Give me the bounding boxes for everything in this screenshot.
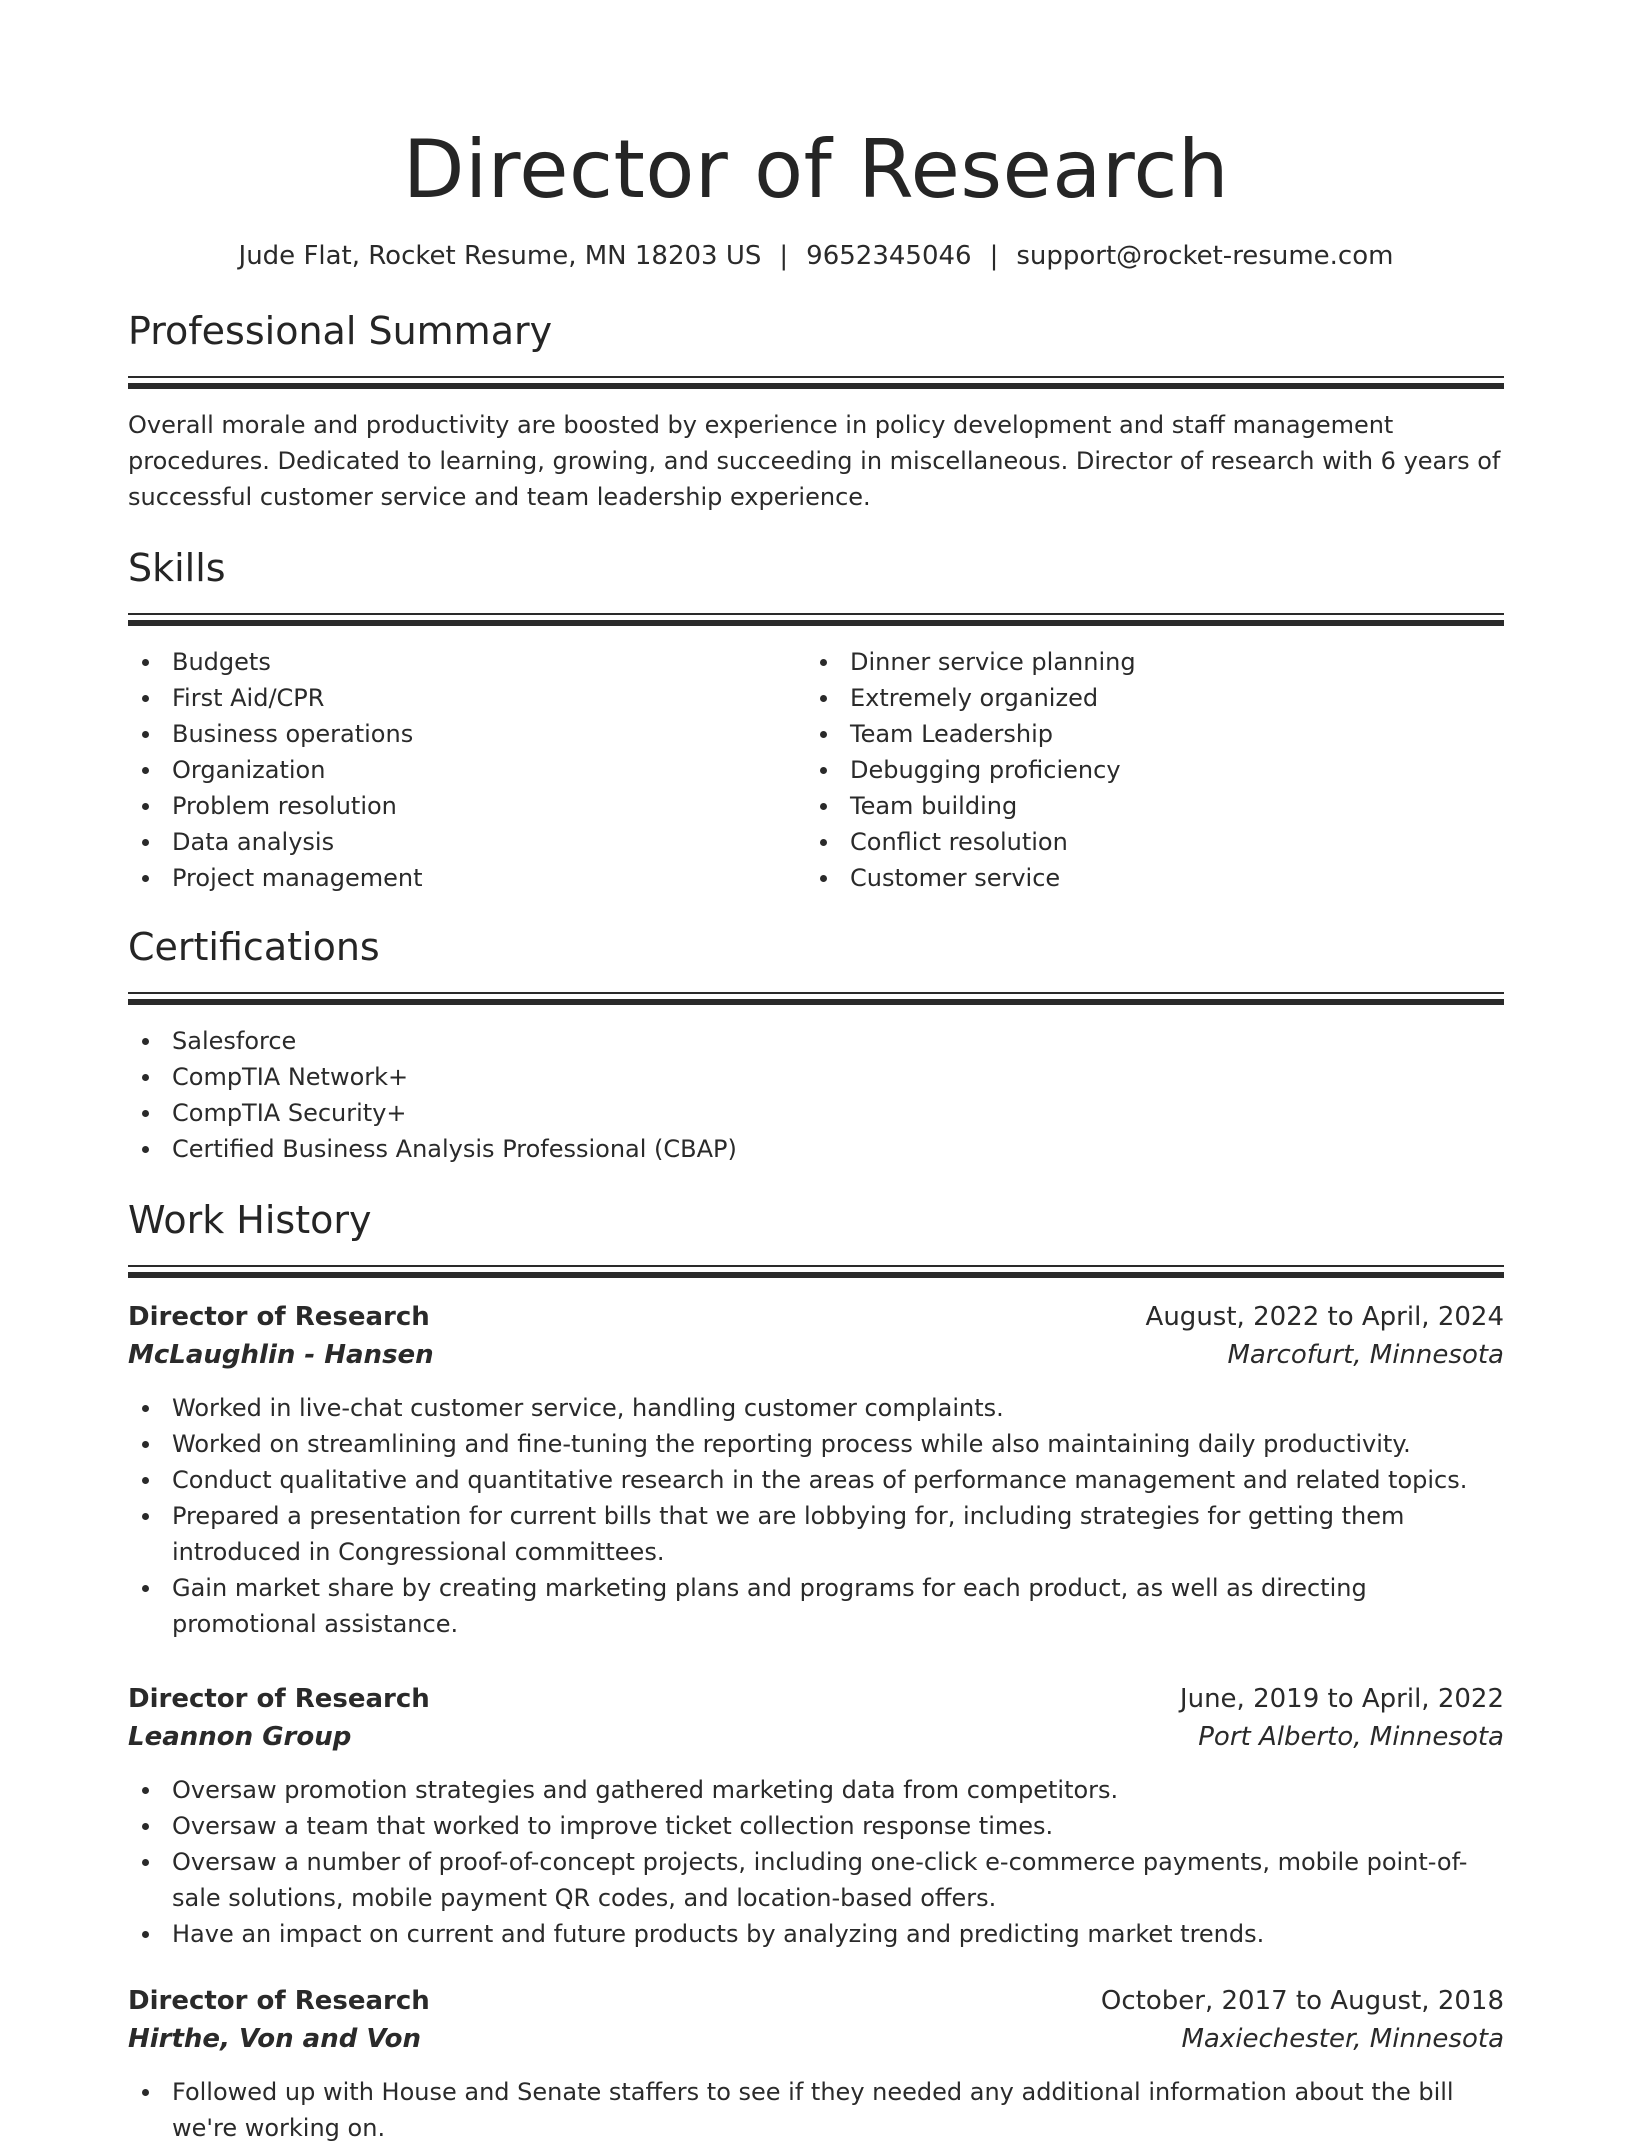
job-company: McLaughlin - Hansen	[128, 1340, 434, 1370]
skill-item: Business operations	[128, 716, 806, 752]
certifications-heading: Certifications	[128, 925, 380, 969]
job-dates: June, 2019 to April, 2022	[1179, 1684, 1504, 1714]
section-divider	[128, 1265, 1504, 1267]
skill-item: Debugging proficiency	[806, 752, 1484, 788]
job-subheader-row	[128, 2020, 1504, 2058]
skill-item: First Aid/CPR	[128, 680, 806, 716]
job-title: Director of Research	[128, 1986, 430, 2016]
job-location: Port Alberto, Minnesota	[1198, 1722, 1504, 1752]
job-company: Leannon Group	[128, 1722, 352, 1752]
resume-title: Director of Research	[402, 123, 1230, 216]
job-header-row	[128, 1298, 1504, 1336]
job-duty: Oversaw promotion strategies and gathered marketing data from competitors.	[128, 1772, 1504, 1808]
skill-item: Data analysis	[128, 824, 806, 860]
skill-item: Problem resolution	[128, 788, 806, 824]
skills-section	[128, 545, 1504, 896]
skill-item: Team building	[806, 788, 1484, 824]
section-divider	[128, 613, 1504, 615]
skill-item: Budgets	[128, 644, 806, 680]
certification-item: Salesforce	[128, 1023, 1504, 1059]
job-header-row	[128, 1982, 1504, 2020]
skills-grid	[128, 644, 1504, 896]
summary-heading: Professional Summary	[128, 309, 553, 353]
certification-item: CompTIA Network+	[128, 1059, 1504, 1095]
skills-list-left	[128, 644, 806, 896]
skills-list-right	[806, 644, 1484, 896]
contact-email: support@rocket-resume.com	[1016, 241, 1394, 271]
summary-section	[128, 308, 1504, 515]
job-duty: Oversaw a team that worked to improve ticket collection response times.	[128, 1808, 1504, 1844]
resume-page	[128, 0, 1504, 2146]
job-duty: Have an impact on current and future products by analyzing and predicting market trends.	[128, 1916, 1504, 1952]
certifications-list	[128, 1023, 1504, 1167]
job-entry	[128, 1680, 1504, 1952]
skill-item: Dinner service planning	[806, 644, 1484, 680]
certifications-section	[128, 924, 1504, 1167]
job-entry	[128, 1298, 1504, 1642]
section-divider-thick	[128, 383, 1504, 389]
job-duties-list	[128, 1390, 1504, 1642]
skills-heading: Skills	[128, 546, 226, 590]
skill-item: Organization	[128, 752, 806, 788]
skill-item: Project management	[128, 860, 806, 896]
certification-item: CompTIA Security+	[128, 1095, 1504, 1131]
skill-item: Customer service	[806, 860, 1484, 896]
job-duty: Conduct qualitative and quantitative research in the areas of performance management and related topics.	[128, 1462, 1504, 1498]
job-duty: Worked on streamlining and fine-tuning the reporting process while also maintaining daily productivity.	[128, 1426, 1504, 1462]
job-duty: Followed up with House and Senate staffers to see if they needed any additional information about the bill we're working on.	[128, 2074, 1504, 2146]
job-location: Marcofurt, Minnesota	[1227, 1340, 1504, 1370]
skill-item: Conflict resolution	[806, 824, 1484, 860]
certification-item: Certified Business Analysis Professional (CBAP)	[128, 1131, 1504, 1167]
section-divider	[128, 992, 1504, 994]
contact-separator: |	[989, 241, 999, 271]
work-history-section	[128, 1197, 1504, 2146]
contact-phone: 9652345046	[806, 241, 972, 271]
work-history-heading: Work History	[128, 1198, 372, 1242]
job-duties-list	[128, 1772, 1504, 1952]
section-divider	[128, 376, 1504, 378]
job-entry	[128, 1982, 1504, 2146]
job-subheader-row	[128, 1718, 1504, 1756]
section-divider-thick	[128, 999, 1504, 1005]
section-divider-thick	[128, 620, 1504, 626]
job-duty: Oversaw a number of proof-of-concept projects, including one-click e-commerce payments, mobile point-of-sale solutions, mobile payment QR codes, and location-based offers.	[128, 1844, 1504, 1916]
job-company: Hirthe, Von and Von	[128, 2024, 421, 2054]
contact-line	[128, 238, 1504, 274]
job-duties-list	[128, 2074, 1504, 2146]
job-title: Director of Research	[128, 1684, 430, 1714]
contact-separator: |	[779, 241, 789, 271]
job-duty: Prepared a presentation for current bills that we are lobbying for, including strategies for getting them introduced in Congressional committees.	[128, 1498, 1504, 1570]
job-dates: October, 2017 to August, 2018	[1100, 1986, 1504, 2016]
job-duty: Worked in live-chat customer service, handling customer complaints.	[128, 1390, 1504, 1426]
summary-text: Overall morale and productivity are boosted by experience in policy development and staff management procedures. Dedicated to learning, growing, and succeeding in miscellaneous. Director of research with 6 years of successful customer service and team leadership experience.	[128, 411, 1501, 511]
job-title: Director of Research	[128, 1302, 430, 1332]
job-subheader-row	[128, 1336, 1504, 1374]
job-dates: August, 2022 to April, 2024	[1145, 1302, 1504, 1332]
job-location: Maxiechester, Minnesota	[1181, 2024, 1504, 2054]
skill-item: Extremely organized	[806, 680, 1484, 716]
skill-item: Team Leadership	[806, 716, 1484, 752]
section-divider-thick	[128, 1272, 1504, 1278]
contact-address: Jude Flat, Rocket Resume, MN 18203 US	[238, 241, 762, 271]
job-duty: Gain market share by creating marketing plans and programs for each product, as well as directing promotional assistance.	[128, 1570, 1504, 1642]
job-header-row	[128, 1680, 1504, 1718]
